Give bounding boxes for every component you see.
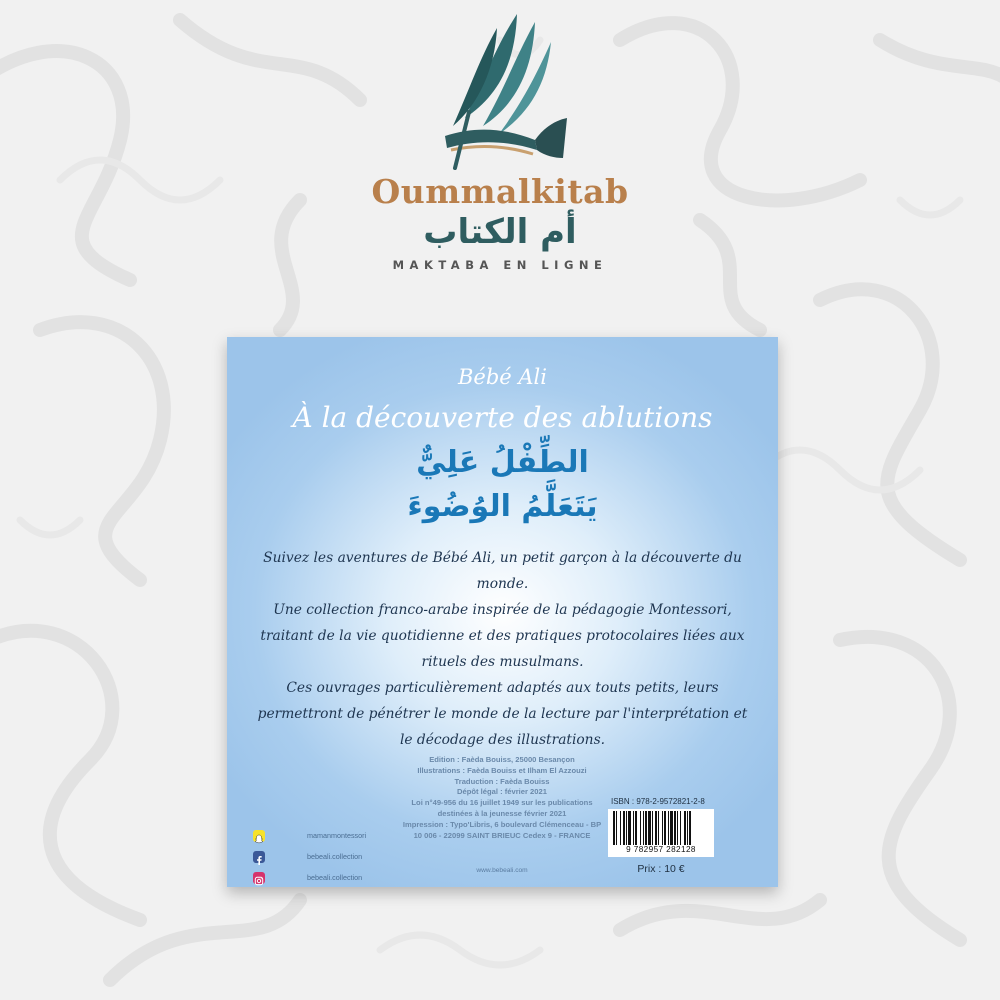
barcode-bar [626,811,627,847]
snapchat-handle: mamanmontessori [307,831,367,840]
credit-line: destinées à la jeunesse février 2021 [437,808,567,818]
isbn-label: ISBN : 978-2-9572821-2-8 [611,797,705,806]
barcode-bar [640,811,641,847]
barcode-bar [662,811,663,847]
description-paragraph: Suivez les aventures de Bébé Ali, un petit garçon à la découverte du monde. [263,550,742,592]
credit-line: Edition : Faèda Bouiss, 25000 Besançon [429,755,575,764]
arabic-title-line2: يَتَعَلَّمُ الوُضُوءَ [407,489,598,524]
credit-line: Traduction : Faèda Bouiss [454,776,550,786]
credit-line: Illustrations : Faèda Bouiss et Ilham El Azzouzi [417,765,587,775]
barcode-bar [645,811,647,847]
barcode-bar [680,811,681,847]
barcode-bar [689,811,691,847]
barcode-number: 9 782957 282128 [608,845,714,854]
barcode-bar [635,811,637,847]
social-row-instagram [253,867,366,887]
barcode-bar [613,811,615,847]
barcode-bar [643,811,644,847]
social-row-facebook [253,846,366,867]
barcode-bar [674,811,676,847]
credit-line: Dépôt légal : février 2021 [457,787,547,797]
arabic-title-line1: الطِّفْلُ عَلِيٌّ [416,445,589,480]
brand-name-arabic: أم الكتاب [423,212,577,252]
barcode-bar [670,811,673,847]
barcode-bar [658,811,659,847]
book-title-subtitle: À la découverte des ablutions [292,401,713,434]
quill-book-icon [425,8,575,178]
book-description [257,545,748,753]
instagram-icon [253,872,265,884]
social-row-snapchat [253,825,366,846]
snapchat-icon [253,830,265,842]
book-title-name: Bébé Ali [457,365,547,389]
barcode-bar [620,811,621,847]
barcode-bar [687,811,688,847]
brand-name-latin: Oummalkitab [371,172,629,211]
barcode-bar [633,811,634,847]
description-paragraph: Ces ouvrages particulièrement adaptés aux touts petits, leurs permettront de pénétrer le monde de la lecture par l'interprétation et le décodage des illustrations. [257,680,748,748]
publication-credits [357,755,647,841]
barcode-bar [628,811,631,847]
credit-line: Impression : Typo'Libris, 6 boulevard Clémenceau - BP [402,819,602,829]
barcode-bar [652,811,653,847]
description-paragraph: Une collection franco-arabe inspirée de la pédagogie Montessori, traitant de la vie quotidienne et des pratiques protocolaires liées aux rituels des musulmans. [260,602,745,670]
credit-line: Loi n°49-956 du 16 juillet 1949 sur les publications [411,798,593,808]
brand-tagline: MAKTABA EN LIGNE [392,258,608,272]
facebook-handle: bebeali.collection [307,852,363,861]
barcode-bar [648,811,651,847]
barcode-bar [668,811,669,847]
social-links [253,825,366,887]
barcode-bar [677,811,678,847]
book-back-cover [227,337,778,887]
barcode-bar [623,811,625,847]
website-url: www.bebeali.com [476,867,528,874]
barcode-bar [616,811,617,847]
brand-logo [0,0,1000,290]
credit-line: 10 006 - 22099 SAINT BRIEUC Cedex 9 - FRANCE [413,830,591,840]
barcode-bar [655,811,657,847]
barcode-bars [611,811,711,847]
barcode-bar [684,811,686,847]
barcode-bar [664,811,666,847]
facebook-icon [253,851,265,863]
instagram-handle: bebeali.collection [307,873,363,882]
price-label: Prix : 10 € [637,863,685,875]
